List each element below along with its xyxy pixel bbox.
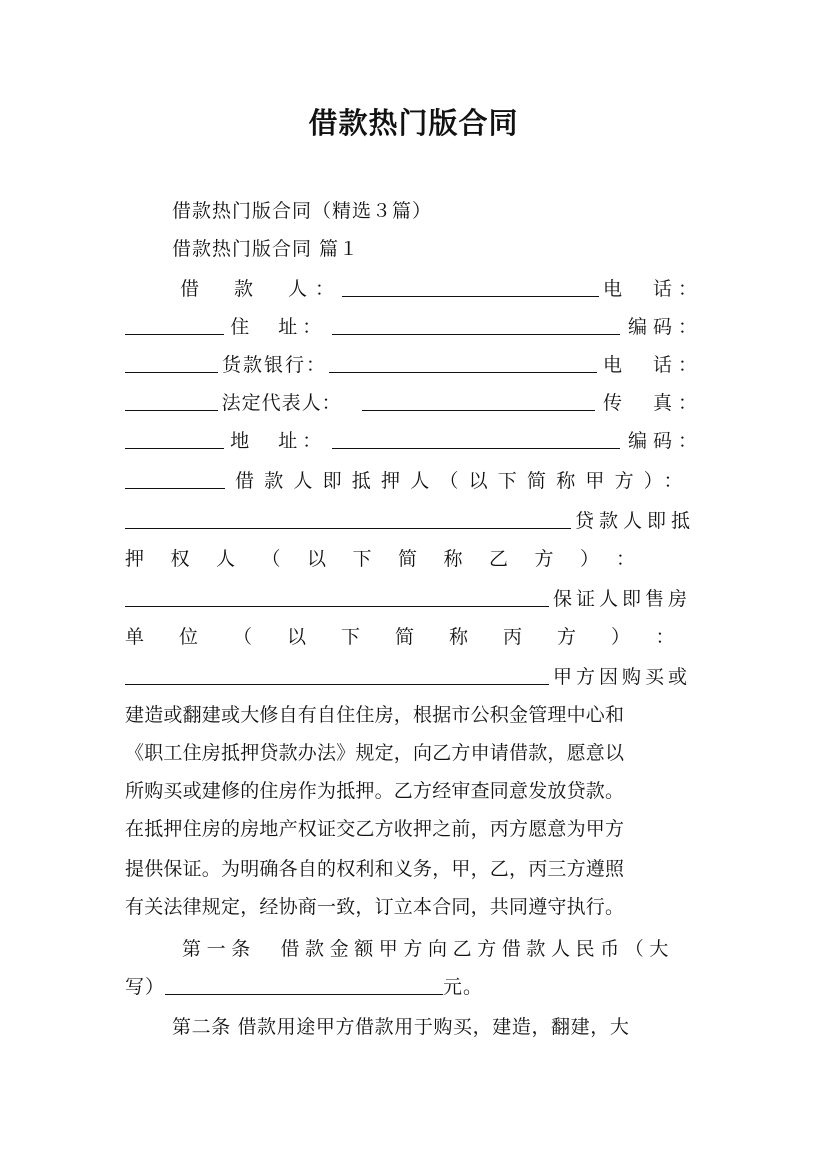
label-address: 住 址：: [230, 316, 327, 338]
section-heading: 借款热门版合同 篇１: [172, 238, 360, 260]
article-1: [182, 930, 703, 968]
line-party-c-head: [125, 580, 703, 618]
article-2-text: 第二条 借款用途甲方借款用于购买，建造，翻建，大: [172, 1016, 630, 1038]
para-line-6: 有关法律规定，经协商一致，订立本合同，共同遵守执行。: [125, 896, 625, 918]
blank-amount[interactable]: [165, 976, 443, 995]
label-phone2: 电 话：: [602, 354, 703, 376]
document-title: 借款热门版合同: [308, 106, 519, 140]
article-1-unit: 元。: [443, 976, 484, 998]
label-party-b-head: 贷款人即抵: [575, 510, 696, 532]
label-bank: 货款银行：: [222, 354, 328, 376]
line-party-a: [125, 462, 703, 500]
article-1-text: 第一条 借款金额甲方向乙方借款人民币（大: [182, 938, 675, 960]
blank-bank[interactable]: [329, 354, 597, 373]
blank-phone[interactable]: [125, 316, 224, 335]
blank-zipcode2[interactable]: [125, 470, 225, 489]
label-borrower: 借 款 人：: [180, 278, 343, 300]
line-legal-rep: [125, 384, 703, 422]
label-address2: 地 址：: [230, 430, 327, 452]
line-address2: [125, 422, 703, 460]
label-party-a-reason: 甲方因购买或: [553, 666, 692, 688]
blank-borrower[interactable]: [342, 278, 599, 297]
line-party-b-tail: [125, 540, 703, 578]
blank-phone2[interactable]: [125, 392, 218, 411]
blank-address[interactable]: [332, 316, 620, 335]
blank-fax[interactable]: [125, 430, 224, 449]
blank-legal-rep[interactable]: [362, 392, 595, 411]
blank-address2[interactable]: [332, 430, 620, 449]
label-party-c-tail: 单位（以下简称丙方）：: [125, 626, 710, 648]
blank-party-b[interactable]: [125, 588, 549, 607]
line-party-c-tail: [125, 618, 710, 656]
label-fax: 传 真：: [602, 392, 703, 414]
article-1-prefix: 写）: [125, 976, 166, 998]
blank-zipcode[interactable]: [125, 354, 218, 373]
article-1-amount: [125, 968, 703, 1006]
label-party-a: 借款人即抵押人（以下简称甲方）：: [235, 470, 693, 492]
para-line-2: 《职工住房抵押贷款办法》规定，向乙方申请借款，愿意以: [125, 742, 625, 764]
label-zipcode: 编码：: [627, 316, 703, 338]
label-legal-rep: 法定代表人：: [221, 392, 342, 414]
line-party-a-reason: [125, 658, 703, 696]
label-party-c-head: 保证人即售房: [553, 588, 692, 610]
blank-party-c[interactable]: [125, 666, 549, 685]
subtitle: 借款热门版合同（精选３篇）: [172, 200, 433, 222]
blank-party-a[interactable]: [125, 510, 571, 529]
para-line-3: 所购买或建修的住房作为抵押。乙方经审查同意发放贷款。: [125, 780, 625, 802]
line-address: [125, 308, 703, 346]
line-borrower: [180, 270, 703, 308]
label-phone: 电 话：: [602, 278, 703, 300]
line-party-b-head: [125, 502, 703, 540]
article-2: [172, 1008, 703, 1046]
line-bank: [125, 346, 703, 384]
para-line-4: 在抵押住房的房地产权证交乙方收押之前，丙方愿意为甲方: [125, 818, 625, 840]
label-party-b-tail: 押权人（以下简称乙方）：: [125, 548, 662, 570]
label-zipcode2: 编码：: [627, 430, 703, 452]
para-line-5: 提供保证。为明确各自的权利和义务，甲，乙，丙三方遵照: [125, 858, 625, 880]
para-line-1: 建造或翻建或大修自有自住住房，根据市公积金管理中心和: [125, 704, 625, 726]
